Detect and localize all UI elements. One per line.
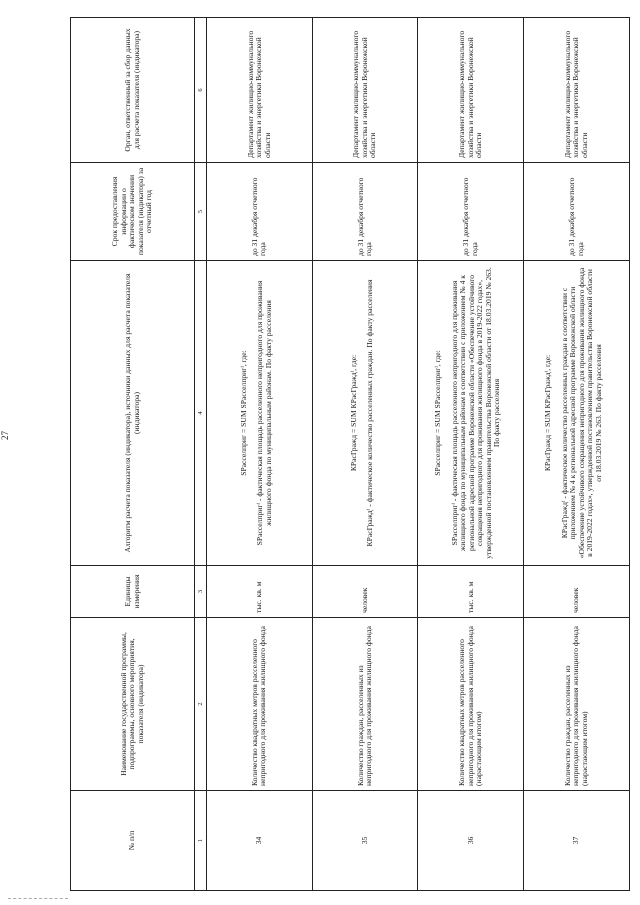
header-cell: Алгоритм расчета показателя (индикатора), источники данных для расчета показателя (индикатора)	[71, 261, 195, 566]
row-number: 36	[418, 791, 524, 891]
table-row	[312, 18, 418, 891]
algorithm	[524, 261, 630, 566]
description: КРасГраждⁱ - фактическое количество расселенных граждан. По факту расселения	[365, 279, 375, 547]
header-cell: Орган, ответственный за сбор данных для расчета показателя (индикатора)	[71, 18, 195, 163]
row-number: 37	[524, 791, 630, 891]
unit: тыс. кв. м	[418, 566, 524, 618]
table-row	[524, 18, 630, 891]
column-number: 5	[195, 163, 207, 261]
table-header-row	[71, 18, 195, 891]
responsible-body: Департамент жилищно-коммунального хозяйства и энергетики Воронежской области	[206, 18, 312, 163]
responsible-body: Департамент жилищно-коммунального хозяйства и энергетики Воронежской области	[418, 18, 524, 163]
column-number: 6	[195, 18, 207, 163]
deadline: до 31 декабря отчетного года	[524, 163, 630, 261]
row-number: 35	[312, 791, 418, 891]
formula: SРасселприг = SUM SРасселпригⁱ, где:	[238, 350, 248, 476]
algorithm	[312, 261, 418, 566]
algorithm	[418, 261, 524, 566]
column-number: 3	[195, 566, 207, 618]
description: SРасселпригⁱ - фактическая площадь расселенного непригодного для проживания жилищного фонда по муниципальным районам в соответствии с приложением № 4 к региональной адресной программе Воронежской области «Обеспечение устойчивого сокращения непригодного для проживания жилищного фонда в 2019-2022 годах», утвержденной постановлением правительства Воронежской области от 18.03.2019 № 263. По факту расселения	[449, 267, 502, 559]
responsible-body: Департамент жилищно-коммунального хозяйства и энергетики Воронежской области	[524, 18, 630, 163]
algorithm	[206, 261, 312, 566]
column-number: 2	[195, 618, 207, 791]
description: КРасГраждⁱ - фактическое количество расселенных граждан в соответствии с приложением № 4 к региональной адресной программе Воронежской области «Обеспечение устойчивого сокращения непригодного для проживания жилищного фонда в 2019-2022 годах», утвержденной постановлением правительства Воронежской области от 18.03.2019 № 263. По факту расселения	[559, 267, 603, 559]
formula: КРасГражд = SUM КРасГраждⁱ, где:	[348, 354, 358, 472]
scan-artifact-line	[8, 898, 68, 899]
header-cell: Срок предоставления информации о фактическом значении показателя (индикатора) за отчетный год	[71, 163, 195, 261]
deadline: до 31 декабря отчетного года	[418, 163, 524, 261]
table-row	[206, 18, 312, 891]
header-cell: Наименование государственной программы, подпрограммы, основного мероприятия, показателя (индикатора)	[71, 618, 195, 791]
header-cell: Единицы измерения	[71, 566, 195, 618]
unit: человек	[312, 566, 418, 618]
responsible-body: Департамент жилищно-коммунального хозяйства и энергетики Воронежской области	[312, 18, 418, 163]
indicator-table	[70, 17, 630, 891]
unit: тыс. кв. м	[206, 566, 312, 618]
column-number: 4	[195, 261, 207, 566]
column-number-row	[195, 18, 207, 891]
formula: КРасГражд = SUM КРасГраждⁱ, где:	[543, 354, 553, 472]
deadline: до 31 декабря отчетного года	[312, 163, 418, 261]
table-row	[418, 18, 524, 891]
indicator-name: Количество граждан, расселенных из непригодного для проживания жилищного фонда	[312, 618, 418, 791]
indicator-name: Количество квадратных метров расселенного непригодного для проживания жилищного фонда	[206, 618, 312, 791]
deadline: до 31 декабря отчетного года	[206, 163, 312, 261]
column-number: 1	[195, 791, 207, 891]
page-number: 27	[0, 431, 10, 440]
indicator-name: Количество квадратных метров расселенного непригодного для проживания жилищного фонда (нарастающим итогом)	[418, 618, 524, 791]
indicator-name: Количество граждан, расселенных из непригодного для проживания жилищного фонда (нарастающим итогом)	[524, 618, 630, 791]
description: SРасселпригⁱ - фактическая площадь расселенного непригодного для проживания жилищного фонда по муниципальным районам. По факту расселения	[255, 280, 273, 546]
unit: человек	[524, 566, 630, 618]
row-number: 34	[206, 791, 312, 891]
formula: SРасселприг = SUM SРасселпригⁱ, где:	[433, 350, 443, 476]
header-cell: № п/п	[71, 791, 195, 891]
